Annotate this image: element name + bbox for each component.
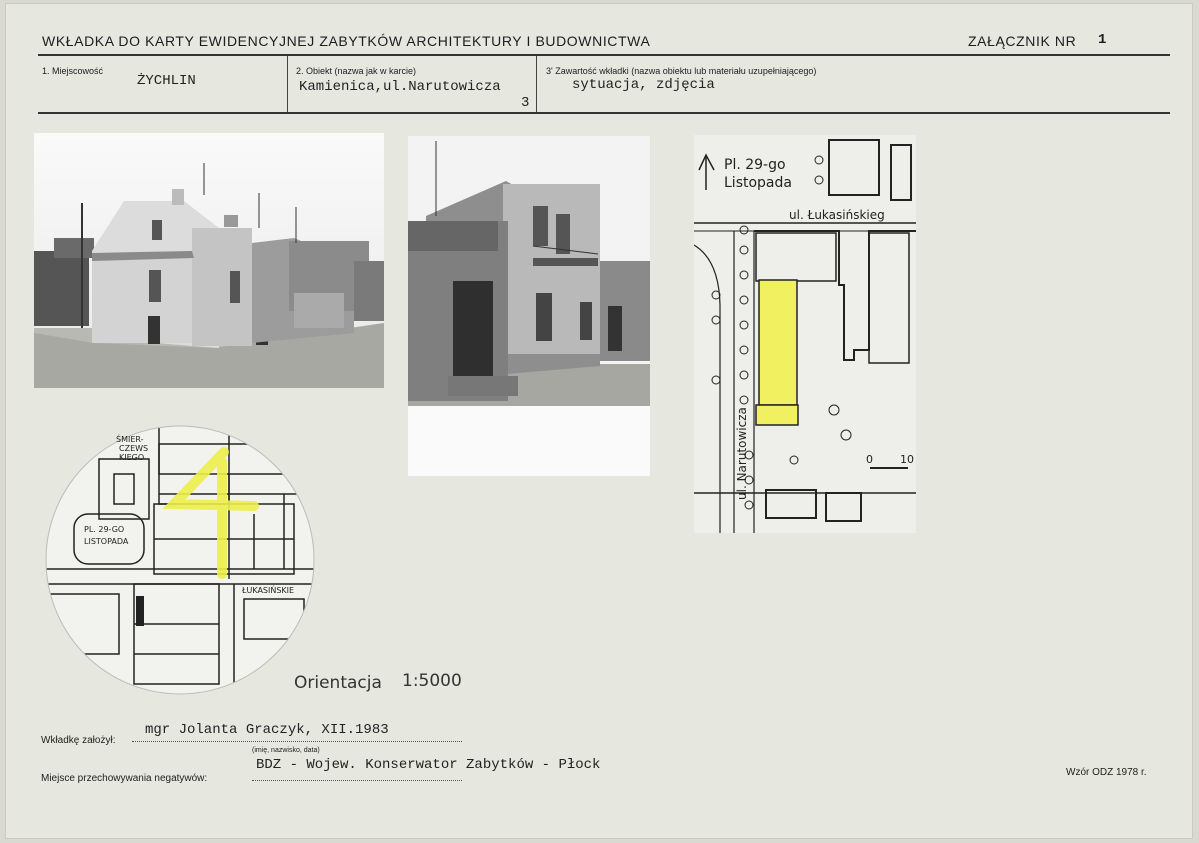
content-label: 3' Zawartość wkładki (nazwa obiektu lub materiału uzupełniającego)	[546, 66, 817, 76]
annex-number: 1	[1098, 32, 1107, 48]
header-rule-top	[38, 54, 1170, 56]
orientation-label: Orientacja	[294, 673, 382, 693]
object-value-line2: 3	[521, 95, 530, 111]
plan-label-square: Pl. 29-go	[724, 157, 786, 173]
plan-scale-10: 10	[900, 453, 914, 466]
storage-value: BDZ - Wojew. Konserwator Zabytków - Płock	[256, 757, 601, 773]
place-label: 1. Miejscowość	[42, 66, 104, 76]
annex-label: ZAŁĄCZNIK NR	[968, 33, 1077, 49]
location-map-circle	[44, 424, 316, 696]
object-value: Kamienica,ul.Narutowicza	[299, 79, 501, 95]
orientation-scale: 1:5000	[402, 671, 462, 691]
photo-building-facade	[408, 136, 650, 476]
form-reference: Wzór ODZ 1978 r.	[1066, 767, 1147, 778]
author-dotted-line	[132, 741, 462, 742]
circle-label-a: ŚMIER-	[116, 435, 144, 444]
form-title: WKŁADKA DO KARTY EWIDENCYJNEJ ZABYTKÓW ARCHITEKTURY I BUDOWNICTWA	[42, 33, 651, 49]
place-value: ŻYCHLIN	[137, 73, 196, 89]
circle-label-e: LISTOPADA	[84, 537, 129, 546]
author-hint: (imię, nazwisko, data)	[252, 747, 320, 754]
plan-scale-0: 0	[866, 453, 873, 466]
author-value: mgr Jolanta Graczyk, XII.1983	[145, 722, 389, 738]
circle-label-d: PL. 29-GO	[84, 525, 125, 534]
author-label: Wkładkę założył:	[41, 735, 116, 746]
storage-dotted-line	[252, 780, 462, 781]
site-plan	[694, 135, 916, 533]
photo-street-view	[34, 133, 384, 388]
circle-label-f: ŁUKASIŃSKIE	[242, 586, 295, 595]
plan-label-street-top: ul. Łukasińskieg	[789, 208, 885, 222]
field-divider-1	[287, 56, 288, 112]
circle-label-b: CZEWS	[119, 444, 149, 453]
header-rule-bottom	[38, 112, 1170, 114]
field-divider-2	[536, 56, 537, 112]
storage-label: Miejsce przechowywania negatywów:	[41, 773, 208, 784]
circle-label-c: KIEGO	[119, 453, 145, 462]
content-value: sytuacja, zdjęcia	[572, 77, 715, 93]
plan-label-street-side: ul. Narutowicza	[735, 407, 749, 500]
object-label: 2. Obiekt (nazwa jak w karcie)	[296, 66, 417, 76]
plan-label-square-2: Listopada	[724, 175, 792, 191]
